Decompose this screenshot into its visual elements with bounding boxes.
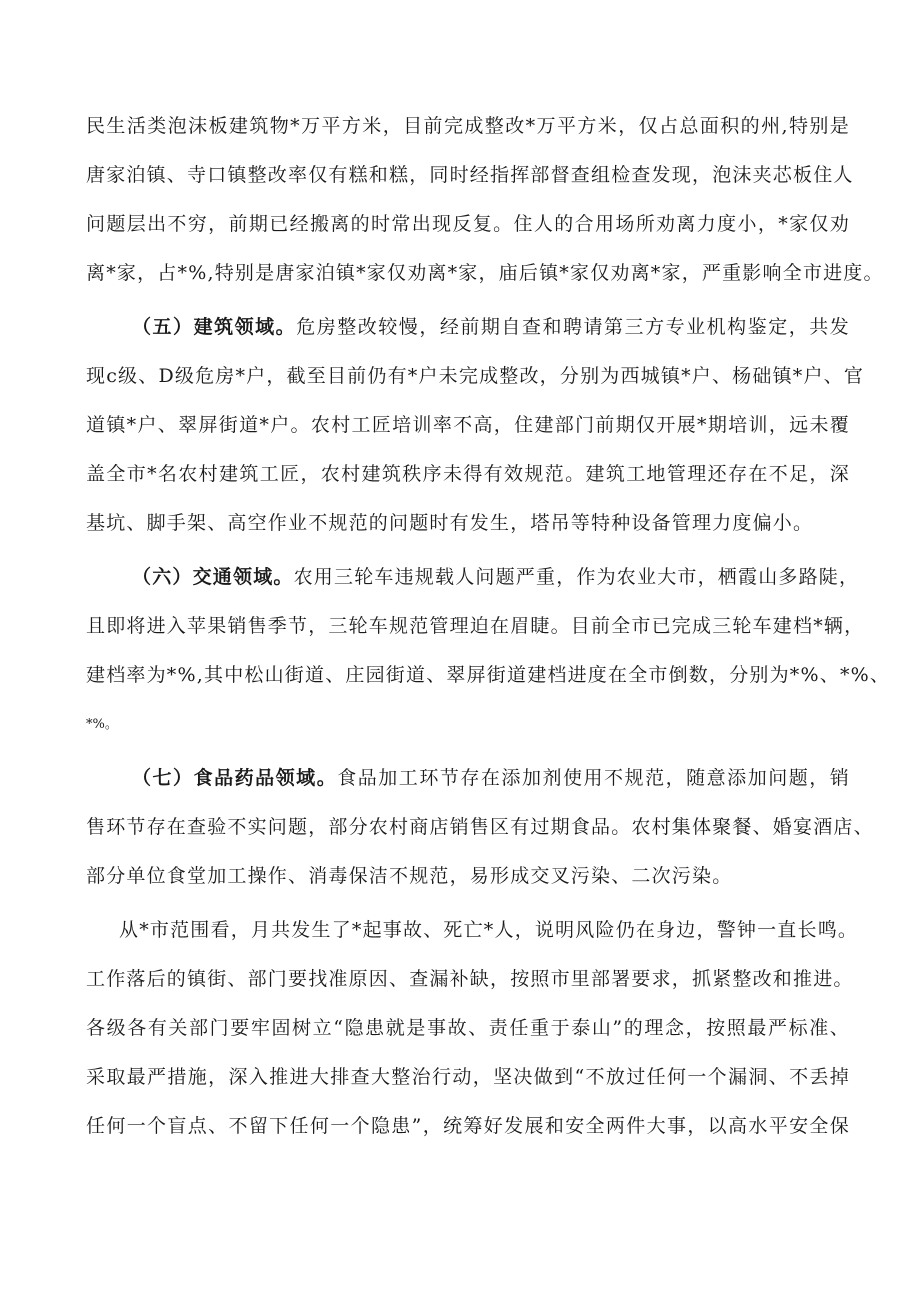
document-body — [86, 112, 891, 1141]
section-heading-traffic: （六）交通领域。 — [132, 566, 294, 588]
text-line: 离*家，占*%,特别是唐家泊镇*家仅劝离*家，庙后镇*家仅劝离*家，严重影响全市进度。 — [86, 262, 884, 284]
text-line: 且即将进入苹果销售季节，三轮车规范管理迫在眉睫。目前全市已完成三轮车建档*辆， — [86, 615, 865, 637]
text-line: 售环节存在查验不实问题，部分农村商店销售区有过期食品。农村集体聚餐、婚宴酒店、 — [86, 816, 874, 838]
text-run: 农用三轮车违规载人问题严重，作为农业大市，栖霞山多路陡， — [293, 566, 860, 588]
text-line: 部分单位食堂加工操作、消毒保洁不规范，易形成交叉污染、二次污染。 — [86, 865, 733, 887]
text-run: 食品加工环节存在添加剂使用不规范，随意添加问题，销 — [337, 767, 850, 789]
paragraph-foam-board — [86, 112, 884, 288]
text-line: 问题层出不穷，前期已经搬离的时常出现反复。住人的合用场所劝离力度小，*家仅劝 — [86, 213, 850, 235]
text-line: 从*市范围看，月共发生了*起事故、死亡*人，说明风险仍在身边，警钟一直长鸣。 — [119, 919, 859, 941]
section-heading-food-drug: （七）食品药品领域。 — [132, 767, 338, 789]
text-line — [86, 313, 850, 342]
text-line: 基坑、脚手架、高空作业不规范的问题时有发生，塔吊等特种设备管理力度偏小。 — [86, 512, 814, 534]
text-line: 任何一个盲点、不留下任何一个隐患”，统筹好发展和安全两件大事，以高水平安全保 — [86, 1115, 850, 1137]
text-line: 民生活类泡沫板建筑物*万平方米，目前完成整改*万平方米，仅占总面积的州,特别是 — [86, 115, 850, 137]
paragraph-construction — [86, 313, 865, 538]
paragraph-food-drug — [86, 764, 874, 891]
text-line: 盖全市*名农村建筑工匠，农村建筑秩序未得有效规范。建筑工地管理还存在不足，深 — [86, 463, 850, 485]
text-line: 各级各有关部门要牢固树立“隐患就是事故、责任重于泰山”的理念，按照最严标准、 — [86, 1017, 850, 1039]
text-line: 采取最严措施，深入推进大排查大整治行动，坚决做到“不放过任何一个漏洞、不丢掉 — [86, 1066, 850, 1088]
paragraph-summary — [86, 916, 859, 1141]
text-line — [86, 764, 850, 793]
text-line: 建档率为*%,其中松山街道、庄园街道、翠屏街道建档进度在全市倒数，分别为*%、*%、 — [86, 664, 891, 686]
text-run: 危房整改较慢，经前期自查和聘请第三方专业机构鉴定，共发 — [296, 316, 850, 338]
text-line: 工作落后的镇街、部门要找准原因、查漏补缺，按照市里部署要求，抓紧整改和推进。 — [86, 968, 854, 990]
text-line — [86, 563, 860, 592]
text-line: 唐家泊镇、寺口镇整改率仅有糕和糕，同时经指挥部督查组检查发现，泡沫夹芯板住人 — [86, 164, 854, 186]
text-line: *%。 — [86, 717, 118, 732]
section-heading-construction: （五）建筑领域。 — [132, 316, 297, 338]
text-line: 现c级、D级危房*户，截至目前仍有*户未完成整改，分别为西城镇*户、杨础镇*户、官 — [86, 365, 865, 387]
text-line: 道镇*户、翠屏街道*户。农村工匠培训率不高，住建部门前期仅开展*期培训，远未覆 — [86, 414, 850, 436]
paragraph-traffic — [86, 563, 891, 739]
